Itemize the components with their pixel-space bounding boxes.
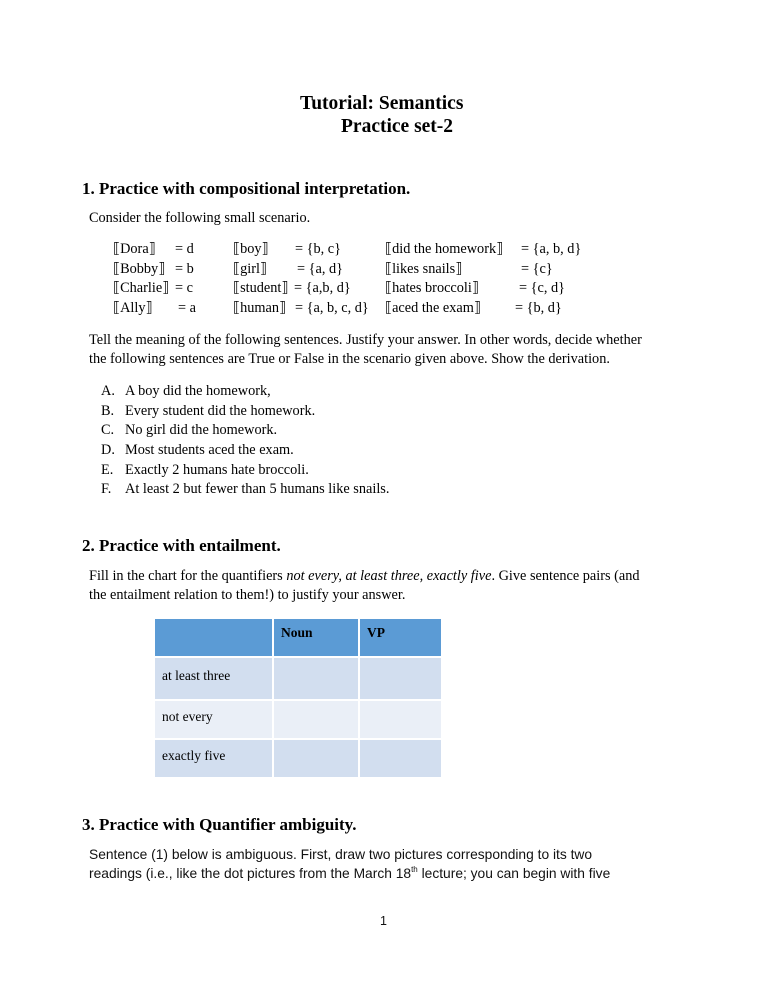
instructions-line-2: the following sentences are True or False in the scenario given above. Show the derivation. <box>89 351 610 367</box>
term: ⟦aced the exam⟧ <box>385 299 481 316</box>
scenario-entry <box>113 260 196 280</box>
list-text: At least 2 but fewer than 5 humans like snails. <box>125 481 390 498</box>
quantifier-cell: at least three <box>155 658 272 699</box>
list-letter: B. <box>101 402 115 419</box>
page-title: Tutorial: Semantics <box>300 93 464 114</box>
section-3-line-1: Sentence (1) below is ambiguous. First, draw two pictures corresponding to its two <box>89 847 593 862</box>
scenario-individuals <box>113 240 196 318</box>
scenario-entry <box>233 279 369 299</box>
list-letter: C. <box>101 422 115 439</box>
term: ⟦likes snails⟧ <box>385 260 463 277</box>
list-item <box>101 382 389 402</box>
scenario-entry <box>385 240 581 260</box>
value: = c <box>175 280 193 296</box>
value: = {b, c} <box>295 241 342 257</box>
term: ⟦hates broccoli⟧ <box>385 280 479 296</box>
section-1-heading: 1. Practice with compositional interpretation. <box>82 179 411 198</box>
table-row <box>155 701 441 738</box>
list-item <box>101 441 389 461</box>
scenario-entry <box>113 299 196 319</box>
value: = {a, b, d} <box>521 241 582 257</box>
noun-cell[interactable] <box>274 701 358 738</box>
value: = a <box>178 299 196 316</box>
section-1-intro: Consider the following small scenario. <box>89 210 311 226</box>
instructions-line-1: Tell the meaning of the following sentences. Justify your answer. In other words, decide whether <box>89 332 642 348</box>
term: ⟦human⟧ <box>233 299 287 316</box>
scenario-entry <box>233 299 369 319</box>
intro-text: . Give sentence pairs (and <box>491 568 640 584</box>
value: = {b, d} <box>515 299 562 316</box>
page-number: 1 <box>380 914 387 928</box>
section-2-intro-line-1 <box>89 567 640 586</box>
vp-cell[interactable] <box>360 701 441 738</box>
text: readings (i.e., like the dot pictures from the March 18 <box>89 866 412 881</box>
scenario-entry <box>385 260 581 280</box>
noun-cell[interactable] <box>274 658 358 699</box>
table-header-cell <box>155 619 272 656</box>
value: = {a,b, d} <box>294 280 351 296</box>
value: = {a, b, c, d} <box>295 299 369 316</box>
table-header-noun: Noun <box>274 619 358 656</box>
superscript: th <box>411 865 418 874</box>
value: = d <box>175 241 194 257</box>
sentence-list <box>101 382 389 500</box>
value: = b <box>175 260 194 277</box>
page-subtitle: Practice set-2 <box>341 116 454 137</box>
list-text: Most students aced the exam. <box>125 442 294 459</box>
scenario-entry <box>385 299 581 319</box>
quantifier-cell: exactly five <box>155 740 272 777</box>
term: ⟦boy⟧ <box>233 241 269 257</box>
value: = {a, d} <box>297 260 344 277</box>
intro-text: Fill in the chart for the quantifiers <box>89 568 287 584</box>
scenario-entry <box>113 240 196 260</box>
term: ⟦Bobby⟧ <box>113 260 166 277</box>
quantifier-cell: not every <box>155 701 272 738</box>
scenario-entry <box>113 279 196 299</box>
vp-cell[interactable] <box>360 740 441 777</box>
table-row <box>155 740 441 777</box>
term: ⟦student⟧ <box>233 280 289 296</box>
section-2-heading: 2. Practice with entailment. <box>82 536 281 555</box>
list-letter: F. <box>101 481 112 498</box>
term: ⟦Ally⟧ <box>113 299 153 316</box>
list-item <box>101 421 389 441</box>
section-3-heading: 3. Practice with Quantifier ambiguity. <box>82 815 357 834</box>
table-header-row <box>155 619 441 656</box>
section-3-line-2 <box>89 864 610 883</box>
list-letter: D. <box>101 442 115 459</box>
scenario-entry <box>233 260 369 280</box>
list-item <box>101 461 389 481</box>
vp-cell[interactable] <box>360 658 441 699</box>
table-row <box>155 658 441 699</box>
section-2-intro-line-2: the entailment relation to them!) to justify your answer. <box>89 587 406 603</box>
list-item <box>101 402 389 422</box>
list-item <box>101 480 389 500</box>
text: lecture; you can begin with five <box>417 866 611 881</box>
value: = {c} <box>521 260 553 277</box>
term: ⟦Charlie⟧ <box>113 280 170 296</box>
term: ⟦girl⟧ <box>233 260 268 277</box>
value: = {c, d} <box>519 280 566 296</box>
list-text: Every student did the homework. <box>125 402 316 419</box>
list-letter: A. <box>101 383 115 399</box>
term: ⟦Dora⟧ <box>113 241 156 257</box>
table-header-vp: VP <box>360 619 441 656</box>
list-letter: E. <box>101 461 114 478</box>
term: ⟦did the homework⟧ <box>385 241 504 257</box>
list-text: No girl did the homework. <box>125 422 278 439</box>
scenario-predicates <box>385 240 581 318</box>
noun-cell[interactable] <box>274 740 358 777</box>
scenario-entry <box>385 279 581 299</box>
list-text: A boy did the homework, <box>125 383 271 399</box>
list-text: Exactly 2 humans hate broccoli. <box>125 461 309 478</box>
scenario-nouns <box>233 240 369 318</box>
quantifier-list: not every, at least three, exactly five <box>286 568 492 584</box>
scenario-entry <box>233 240 369 260</box>
entailment-table <box>153 617 443 779</box>
